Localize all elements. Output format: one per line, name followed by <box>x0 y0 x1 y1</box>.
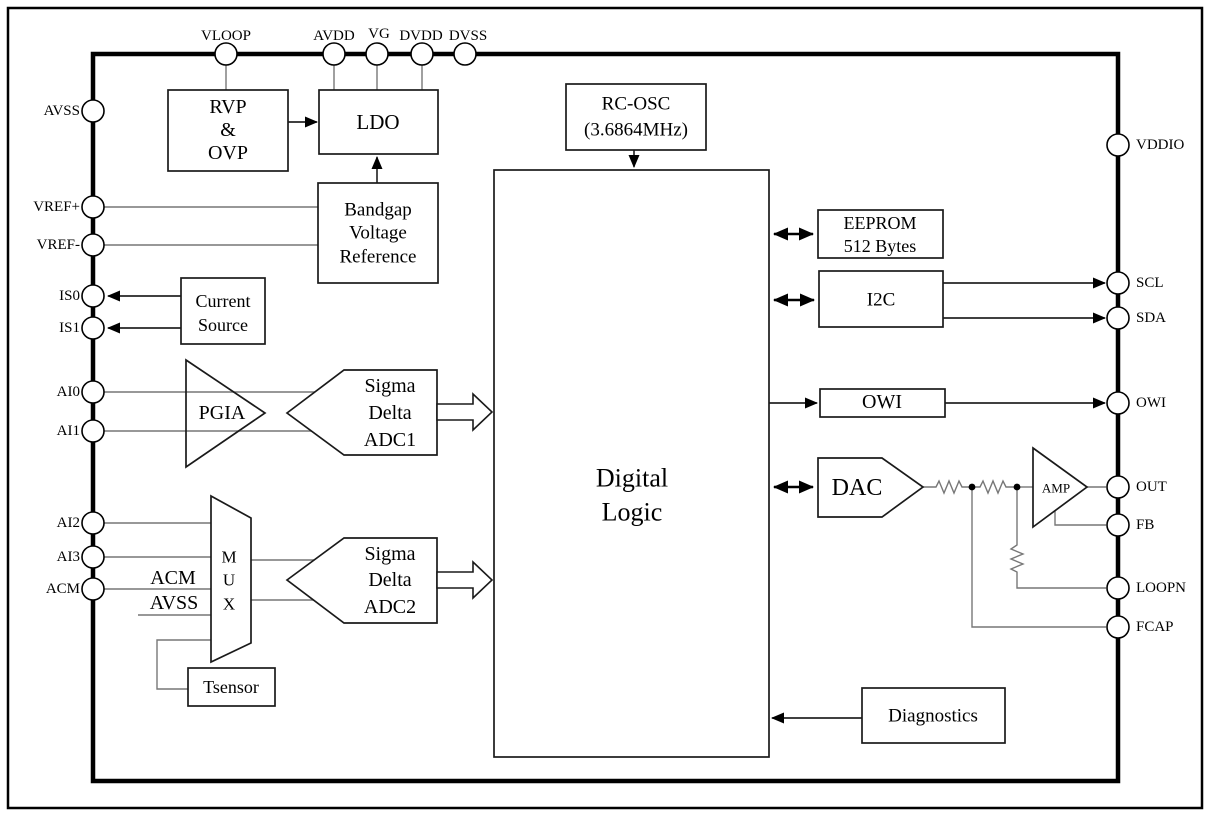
pin-avdd <box>323 43 345 65</box>
pin-vloop <box>215 43 237 65</box>
junction-dot <box>1014 484 1021 491</box>
adc1-line2: Delta <box>368 402 412 424</box>
junction-dot <box>969 484 976 491</box>
pin-label-loopn: LOOPN <box>1136 580 1187 596</box>
pin-vddio <box>1107 134 1129 156</box>
pin-label-ai2: AI2 <box>56 515 80 531</box>
pin-ai1 <box>82 420 104 442</box>
mux-input-label-acm: ACM <box>150 567 196 589</box>
bandgap-line1: Bandgap <box>344 199 412 221</box>
mux-letter-m: M <box>221 547 237 567</box>
pin-label-ai3: AI3 <box>56 549 80 565</box>
pin-label-is0: IS0 <box>59 288 80 304</box>
adc2-line1: Sigma <box>364 543 416 565</box>
pin-label-ai0: AI0 <box>56 384 80 400</box>
pin-label-fb: FB <box>1136 517 1155 533</box>
wire-resistor2 <box>972 481 1017 493</box>
pin-label-is1: IS1 <box>59 320 80 336</box>
pin-vref-plus <box>82 196 104 218</box>
dac-label: DAC <box>831 475 883 501</box>
digital-logic-line2: Logic <box>601 497 663 527</box>
rvp-ovp-line1: RVP <box>209 96 247 118</box>
pin-acm <box>82 578 104 600</box>
pin-label-ai1: AI1 <box>56 423 80 439</box>
bus-arrows <box>774 234 814 487</box>
pin-is0 <box>82 285 104 307</box>
adc2-line2: Delta <box>368 569 412 591</box>
pin-out <box>1107 476 1129 498</box>
pin-label-vref-plus: VREF+ <box>33 199 80 215</box>
tsensor-label: Tsensor <box>203 677 259 697</box>
pin-label-fcap: FCAP <box>1136 619 1174 635</box>
pin-vg <box>366 43 388 65</box>
mux-letter-x: X <box>222 594 236 614</box>
eeprom-line2: 512 Bytes <box>843 236 917 256</box>
mux-letter-u: U <box>222 570 236 590</box>
pin-label-vg: VG <box>368 26 390 42</box>
bandgap-line3: Reference <box>339 246 417 268</box>
adc1-line1: Sigma <box>364 375 416 397</box>
pin-label-owi: OWI <box>1136 395 1166 411</box>
eeprom-line1: EEPROM <box>843 213 917 233</box>
pin-dvss <box>454 43 476 65</box>
pin-ai3 <box>82 546 104 568</box>
pin-label-scl: SCL <box>1136 275 1164 291</box>
pin-loopn <box>1107 577 1129 599</box>
bus-arrow-adc1-digital <box>437 394 492 430</box>
pin-avss <box>82 100 104 122</box>
pin-label-dvss: DVSS <box>448 28 488 44</box>
pin-fb <box>1107 514 1129 536</box>
adc2-line3: ADC2 <box>363 596 417 618</box>
diagnostics-label: Diagnostics <box>888 705 978 727</box>
adc1-line3: ADC1 <box>363 429 417 451</box>
pin-sda <box>1107 307 1129 329</box>
owi-label: OWI <box>862 391 902 413</box>
pin-label-sda: SDA <box>1136 310 1167 326</box>
pin-label-vref-minus: VREF- <box>36 237 80 253</box>
blocks <box>168 84 1087 757</box>
wire-amp-fb <box>1055 511 1106 525</box>
ldo-label: LDO <box>356 110 400 134</box>
rc-osc-line1: RC-OSC <box>601 93 671 115</box>
mux-input-label-avss: AVSS <box>149 592 199 614</box>
rc-osc-line2: (3.6864MHz) <box>584 119 688 141</box>
pin-vref-minus <box>82 234 104 256</box>
pin-label-avss: AVSS <box>43 103 80 119</box>
current-source-line1: Current <box>195 291 251 311</box>
pin-is1 <box>82 317 104 339</box>
current-source-line2: Source <box>198 315 248 335</box>
pin-scl <box>1107 272 1129 294</box>
pin-label-vloop: VLOOP <box>200 28 252 44</box>
pin-ai0 <box>82 381 104 403</box>
wire-dac-resistor1 <box>923 481 972 493</box>
pgia-label: PGIA <box>198 402 246 424</box>
pin-label-dvdd: DVDD <box>399 28 443 44</box>
rvp-ovp-line3: OVP <box>207 142 249 164</box>
pin-ai2 <box>82 512 104 534</box>
pin-label-out: OUT <box>1136 479 1167 495</box>
pin-owi <box>1107 392 1129 414</box>
pin-label-vddio: VDDIO <box>1136 137 1185 153</box>
i2c-label: I2C <box>866 289 896 311</box>
rvp-ovp-line2: & <box>220 119 236 141</box>
amp-label: AMP <box>1041 480 1071 496</box>
pin-label-acm: ACM <box>45 581 80 597</box>
pin-fcap <box>1107 616 1129 638</box>
digital-logic-line1: Digital <box>595 463 669 493</box>
bandgap-line2: Voltage <box>349 222 407 244</box>
bus-arrow-adc2-digital <box>437 562 492 598</box>
pin-label-avdd: AVDD <box>313 28 355 44</box>
pin-dvdd <box>411 43 433 65</box>
